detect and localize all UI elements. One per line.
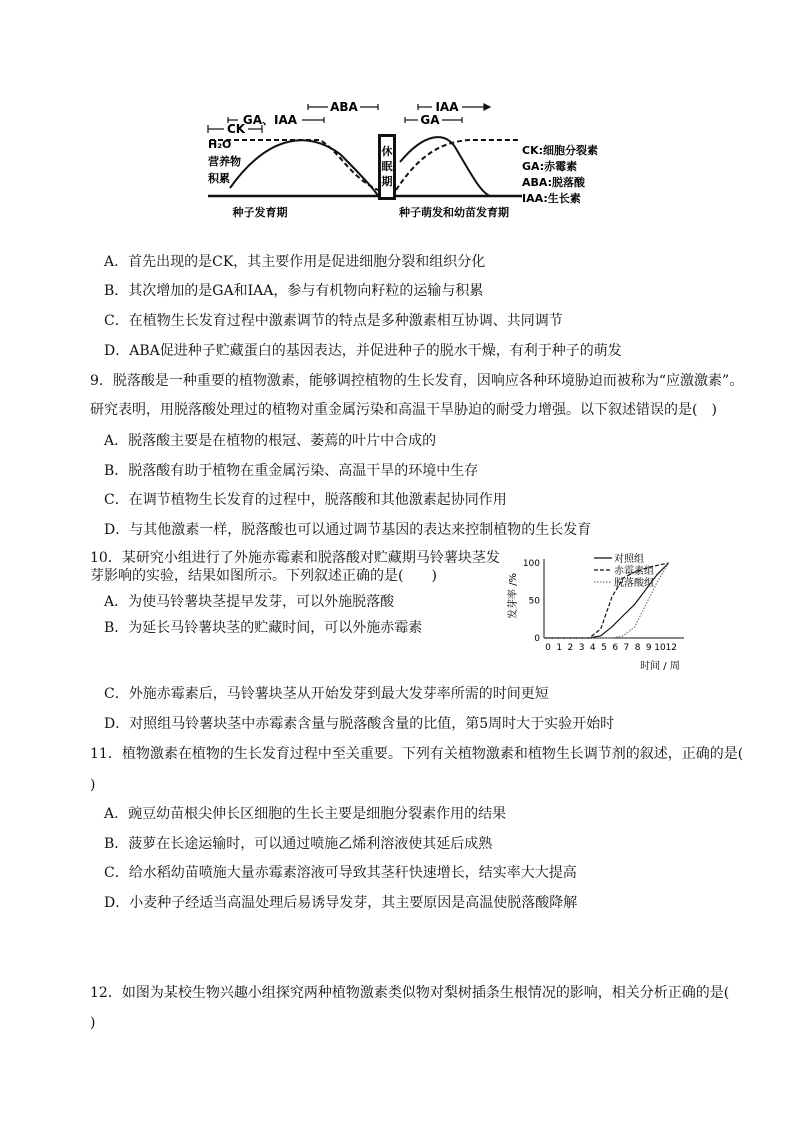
- legend-label-1: 对照组: [614, 554, 644, 565]
- q9-stem-2: 研究表明，用脱落酸处理过的植物对重金属污染和高温干旱胁迫的耐受力增强。以下叙述错误的是( ): [90, 402, 717, 418]
- germination-label: 种子萌发和幼苗发育期: [399, 206, 509, 219]
- germination-chart: [502, 548, 702, 673]
- x-tick-label: 9: [645, 643, 652, 653]
- x-tick-label: 8: [634, 643, 641, 653]
- y-tick-label: 0: [534, 634, 540, 644]
- seed-development-label: 种子发育期: [232, 206, 288, 219]
- aba-label: ABA: [330, 100, 358, 114]
- ck-label: CK: [226, 122, 246, 136]
- q9-option-d: D．与其他激素一样，脱落酸也可以通过调节基因的表达来控制植物的生长发育: [104, 522, 592, 538]
- hormone-timeline-figure: [200, 92, 610, 227]
- ga-label: GA: [420, 113, 440, 127]
- q10-option-a: A．为使马铃薯块茎提早发芽，可以外施脱落酸: [104, 594, 395, 610]
- y-axis-label: 发芽率 /%: [508, 572, 519, 620]
- q10-stem-2: 芽影响的实验，结果如图所示。下列叙述正确的是( ): [90, 568, 437, 584]
- legend-ck: CK:细胞分裂素: [522, 144, 598, 157]
- q10-option-b: B．为延长马铃薯块茎的贮藏时间，可以外施赤霉素: [104, 620, 423, 636]
- x-tick-label: 7: [623, 643, 630, 653]
- x-tick-label: 2: [567, 643, 574, 653]
- x-tick-label: 1: [556, 643, 563, 653]
- iaa-label: IAA: [435, 100, 459, 114]
- dormancy-char-1: 休: [381, 145, 393, 158]
- x-tick-label: 3: [578, 643, 585, 653]
- legend-ga: GA:赤霉素: [522, 160, 578, 173]
- q10-option-c: C．外施赤霉素后，马铃薯块茎从开始发芽到最大发芽率所需的时间更短: [104, 686, 549, 702]
- y-tick-label: 50: [528, 596, 540, 607]
- q10-option-d: D．对照组马铃薯块茎中赤霉素含量与脱落酸含量的比值，第5周时大于实验开始时: [104, 716, 615, 732]
- q9-option-c: C．在调节植物生长发育的过程中，脱落酸和其他激素起协同作用: [104, 492, 507, 508]
- q10-stem-1: 10．某研究小组进行了外施赤霉素和脱落酸对贮藏期马铃薯块茎发: [90, 550, 500, 566]
- x-tick-label: 6: [612, 643, 619, 653]
- x-tick-label: 12: [665, 643, 677, 653]
- x-tick-label: 10: [654, 643, 666, 653]
- x-tick-label: 4: [589, 643, 596, 653]
- legend-label-3: 脱落酸组: [614, 578, 654, 589]
- q9-option-a: A．脱落酸主要是在植物的根冠、萎蔫的叶片中合成的: [104, 433, 437, 449]
- legend-label-2: 赤霉素组: [614, 566, 654, 577]
- q9-option-b: B．脱落酸有助于植物在重金属污染、高温干旱的环境中生存: [104, 463, 479, 479]
- q11-stem-2: ): [90, 777, 96, 793]
- q9-stem-1: 9．脱落酸是一种重要的植物激素，能够调控植物的生长发育，因响应各种环境胁迫而被称为“应激激素”。: [90, 373, 744, 389]
- q8-option-d: D．ABA促进种子贮藏蛋白的基因表达，并促进种子的脱水干燥，有利于种子的萌发: [104, 343, 622, 359]
- nutrient-label: 营养物: [208, 155, 241, 168]
- ga-iaa-label: GA、IAA: [242, 113, 298, 127]
- q8-option-b: B．其次增加的是GA和IAA，参与有机物向籽粒的运输与积累: [104, 283, 484, 299]
- q11-option-b: B．菠萝在长途运输时，可以通过喷施乙烯利溶液使其延后成熟: [104, 836, 493, 852]
- q11-option-a: A．豌豆幼苗根尖伸长区细胞的生长主要是细胞分裂素作用的结果: [104, 806, 507, 822]
- q11-stem-1: 11．植物激素在植物的生长发育过程中至关重要。下列有关植物激素和植物生长调节剂的叙述，正确的是(: [90, 746, 744, 762]
- h2o-label: H₂O: [208, 138, 232, 151]
- accumulation-label: 积累: [208, 172, 230, 185]
- q8-option-a: A．首先出现的是CK，其主要作用是促进细胞分裂和组织分化: [104, 254, 486, 270]
- x-tick-label: 0: [545, 643, 551, 653]
- x-axis-label: 时间 / 周: [640, 661, 680, 672]
- q12-stem-2: ): [90, 1015, 96, 1031]
- q12-stem-1: 12．如图为某校生物兴趣小组探究两种植物激素类似物对梨树插条生根情况的影响，相关分析正确的是(: [90, 985, 730, 1001]
- dormancy-char-2: 眠: [381, 160, 393, 173]
- dormancy-char-3: 期: [381, 175, 393, 188]
- y-tick-label: 100: [522, 559, 540, 569]
- x-tick-label: 5: [601, 643, 607, 653]
- q8-option-c: C．在植物生长发育过程中激素调节的特点是多种激素相互协调、共同调节: [104, 313, 563, 329]
- q11-option-c: C．给水稻幼苗喷施大量赤霉素溶液可导致其茎秆快速增长，结实率大大提高: [104, 865, 577, 881]
- legend-iaa: IAA:生长素: [522, 192, 581, 205]
- legend-aba: ABA:脱落酸: [522, 176, 586, 189]
- q11-option-d: D．小麦种子经适当高温处理后易诱导发芽，其主要原因是高温使脱落酸降解: [104, 895, 578, 911]
